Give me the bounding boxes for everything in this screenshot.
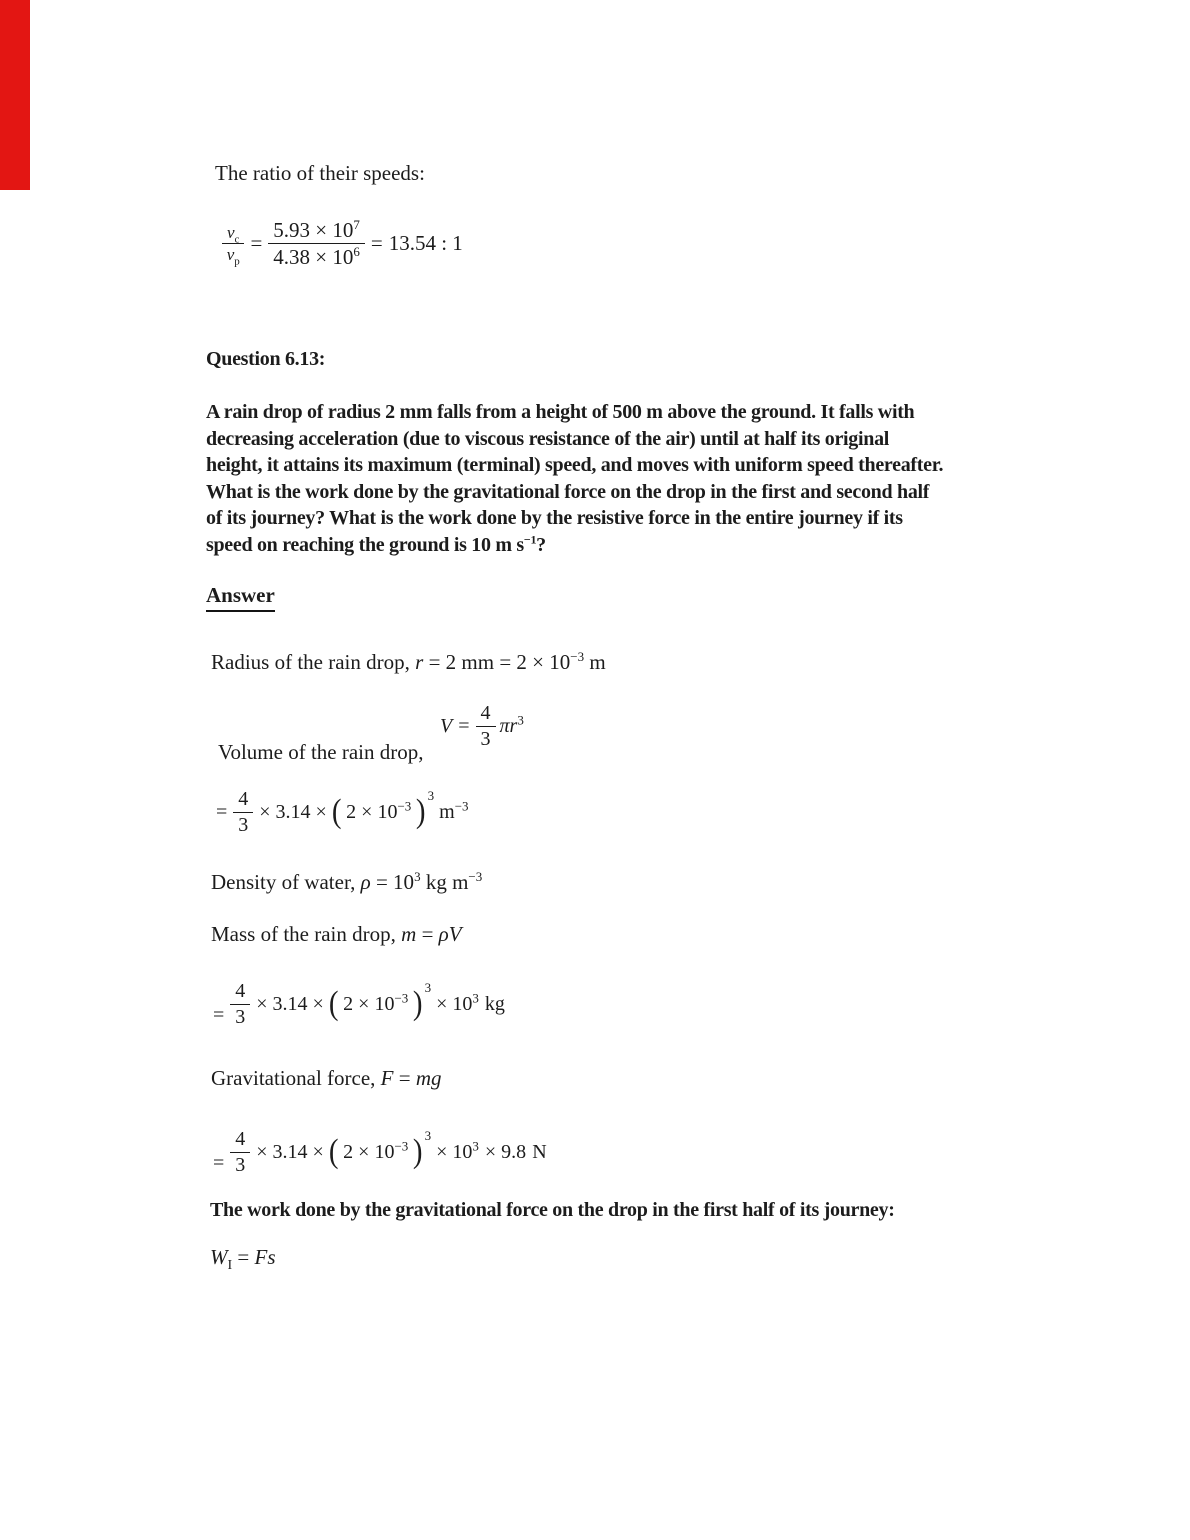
radius-label: Radius of the rain drop, [211, 650, 416, 674]
question-paragraph [206, 399, 943, 559]
paren-inner: 2 × 10 [346, 801, 398, 823]
rho-var: ρ [360, 870, 371, 894]
question-line: What is the work done by the gravitational force on the drop in the first and second half [206, 480, 930, 503]
paren-inner: 2 × 10 [343, 993, 395, 1015]
volume-calculation [213, 788, 472, 837]
force-unit: N [532, 1141, 547, 1163]
four-thirds-fraction [230, 1128, 250, 1177]
work-intro-line: The work done by the gravitational force on the drop in the first half of its journey: [210, 1199, 895, 1221]
mass-unit: kg [484, 993, 505, 1015]
open-paren: ( [328, 985, 339, 1023]
speed-exponent: −1 [523, 532, 537, 547]
open-paren: ( [328, 1133, 339, 1171]
pi-r-term: πr [499, 715, 518, 737]
cube-exponent: 3 [517, 712, 524, 728]
volume-unit: m [439, 801, 455, 823]
denominator-value: 4.38 × 10 [273, 245, 354, 270]
answer-heading-wrap [206, 583, 275, 612]
frac-numerator: 4 [230, 980, 250, 1005]
question-heading: Question 6.13: [206, 348, 326, 370]
density-line [211, 870, 482, 895]
equals-sign: = [458, 715, 470, 737]
outer-exponent: 3 [424, 1128, 432, 1143]
times-pi-term: × 3.14 × [256, 993, 324, 1015]
W-var: W [210, 1245, 228, 1269]
frac-numerator: 4 [476, 702, 496, 727]
mass-calculation [210, 980, 508, 1029]
question-line: height, it attains its maximum (terminal) speed, and moves with uniform speed thereafter. [206, 454, 944, 477]
volume-unit-exponent: −3 [454, 798, 469, 814]
paren-inner: 2 × 10 [343, 1141, 395, 1163]
frac-numerator: 4 [233, 788, 253, 813]
equals-sign: = [213, 1152, 225, 1174]
density-exponent: 3 [414, 869, 421, 884]
mass-label: Mass of the rain drop, [211, 922, 402, 946]
force-line [211, 1066, 442, 1091]
m-var: m [401, 922, 417, 946]
frac-denominator: 3 [238, 814, 249, 836]
equals-sign: = [232, 1245, 255, 1269]
close-paren: ) [416, 793, 426, 831]
density-label: Density of water, [211, 870, 361, 894]
frac-denominator: 3 [480, 728, 491, 750]
mass-line [211, 922, 462, 947]
answer-heading: Answer [206, 583, 275, 612]
frac-denominator: 3 [235, 1154, 246, 1176]
outer-exponent: 3 [424, 980, 432, 995]
times-pi-term: × 3.14 × [256, 1141, 324, 1163]
four-thirds-fraction [476, 702, 496, 751]
times-density-term: × 10 [436, 1141, 473, 1163]
equals-sign: = [416, 922, 439, 946]
work-equation [210, 1245, 276, 1274]
question-line: A rain drop of radius 2 mm falls from a height of 500 m above the ground. It falls with [206, 401, 915, 423]
numerator-exponent: 7 [353, 217, 360, 232]
rhs-fraction [268, 218, 365, 269]
radius-exponent: −3 [570, 649, 585, 664]
force-label: Gravitational force, [211, 1066, 381, 1090]
four-thirds-fraction [230, 980, 250, 1029]
radius-value: = 2 mm = 2 × 10 [423, 650, 571, 674]
question-line: of its journey? What is the work done by the resistive force in the entire journey if its [206, 507, 903, 530]
last-line-text: speed on reaching the ground is 10 m s [206, 533, 524, 556]
force-calculation [210, 1128, 550, 1177]
equals-sign: = [370, 231, 383, 256]
inner-exponent: −3 [397, 798, 412, 814]
sub-I: I [227, 1258, 233, 1274]
sub-c: c [234, 232, 240, 245]
density-unit: kg m [420, 870, 469, 894]
V-var: V [440, 715, 453, 737]
equals-sign: = [393, 1066, 416, 1090]
volume-formula [437, 702, 527, 751]
question-line: decreasing acceleration (due to viscous resistance of the air) until at half its original [206, 427, 890, 450]
numerator-value: 5.93 × 10 [273, 218, 354, 242]
open-paren: ( [331, 793, 342, 831]
equals-sign: = [250, 231, 263, 256]
v-c-var: v [227, 222, 235, 242]
question-last-line [206, 532, 943, 559]
F-var: F [380, 1066, 394, 1090]
Fs-term: Fs [254, 1245, 276, 1269]
close-paren: ) [413, 985, 423, 1023]
question-mark: ? [536, 533, 546, 556]
inner-exponent: −3 [394, 1138, 409, 1154]
equals-sign: = [213, 1004, 225, 1026]
close-paren: ) [413, 1133, 423, 1171]
speed-ratio-equation [219, 218, 466, 269]
density-unit-exponent: −3 [468, 869, 483, 884]
inner-exponent: −3 [394, 990, 409, 1006]
frac-denominator: 3 [235, 1006, 246, 1028]
density-exponent: 3 [472, 1138, 479, 1154]
times-g-term: × 9.8 [484, 1141, 527, 1163]
ratio-intro-text: The ratio of their speeds: [215, 161, 425, 185]
radius-line [211, 650, 606, 675]
ratio-result: 13.54 : 1 [388, 231, 463, 256]
outer-exponent: 3 [427, 788, 435, 803]
red-margin-strip [0, 0, 30, 190]
v-p-var: v [226, 245, 235, 265]
density-value: = 10 [370, 870, 415, 894]
denominator-exponent: 6 [353, 244, 360, 260]
equals-sign: = [216, 801, 228, 823]
times-density-term: × 10 [436, 993, 473, 1015]
rho-V-term: ρV [438, 922, 462, 946]
radius-unit: m [584, 650, 606, 674]
lhs-fraction [222, 222, 244, 268]
four-thirds-fraction [233, 788, 253, 837]
sub-p: p [234, 255, 240, 268]
times-pi-term: × 3.14 × [259, 801, 327, 823]
density-exponent: 3 [472, 990, 479, 1006]
frac-numerator: 4 [230, 1128, 250, 1153]
r-var: r [415, 650, 424, 674]
volume-label: Volume of the rain drop, [218, 740, 424, 764]
mg-term: mg [415, 1066, 442, 1090]
